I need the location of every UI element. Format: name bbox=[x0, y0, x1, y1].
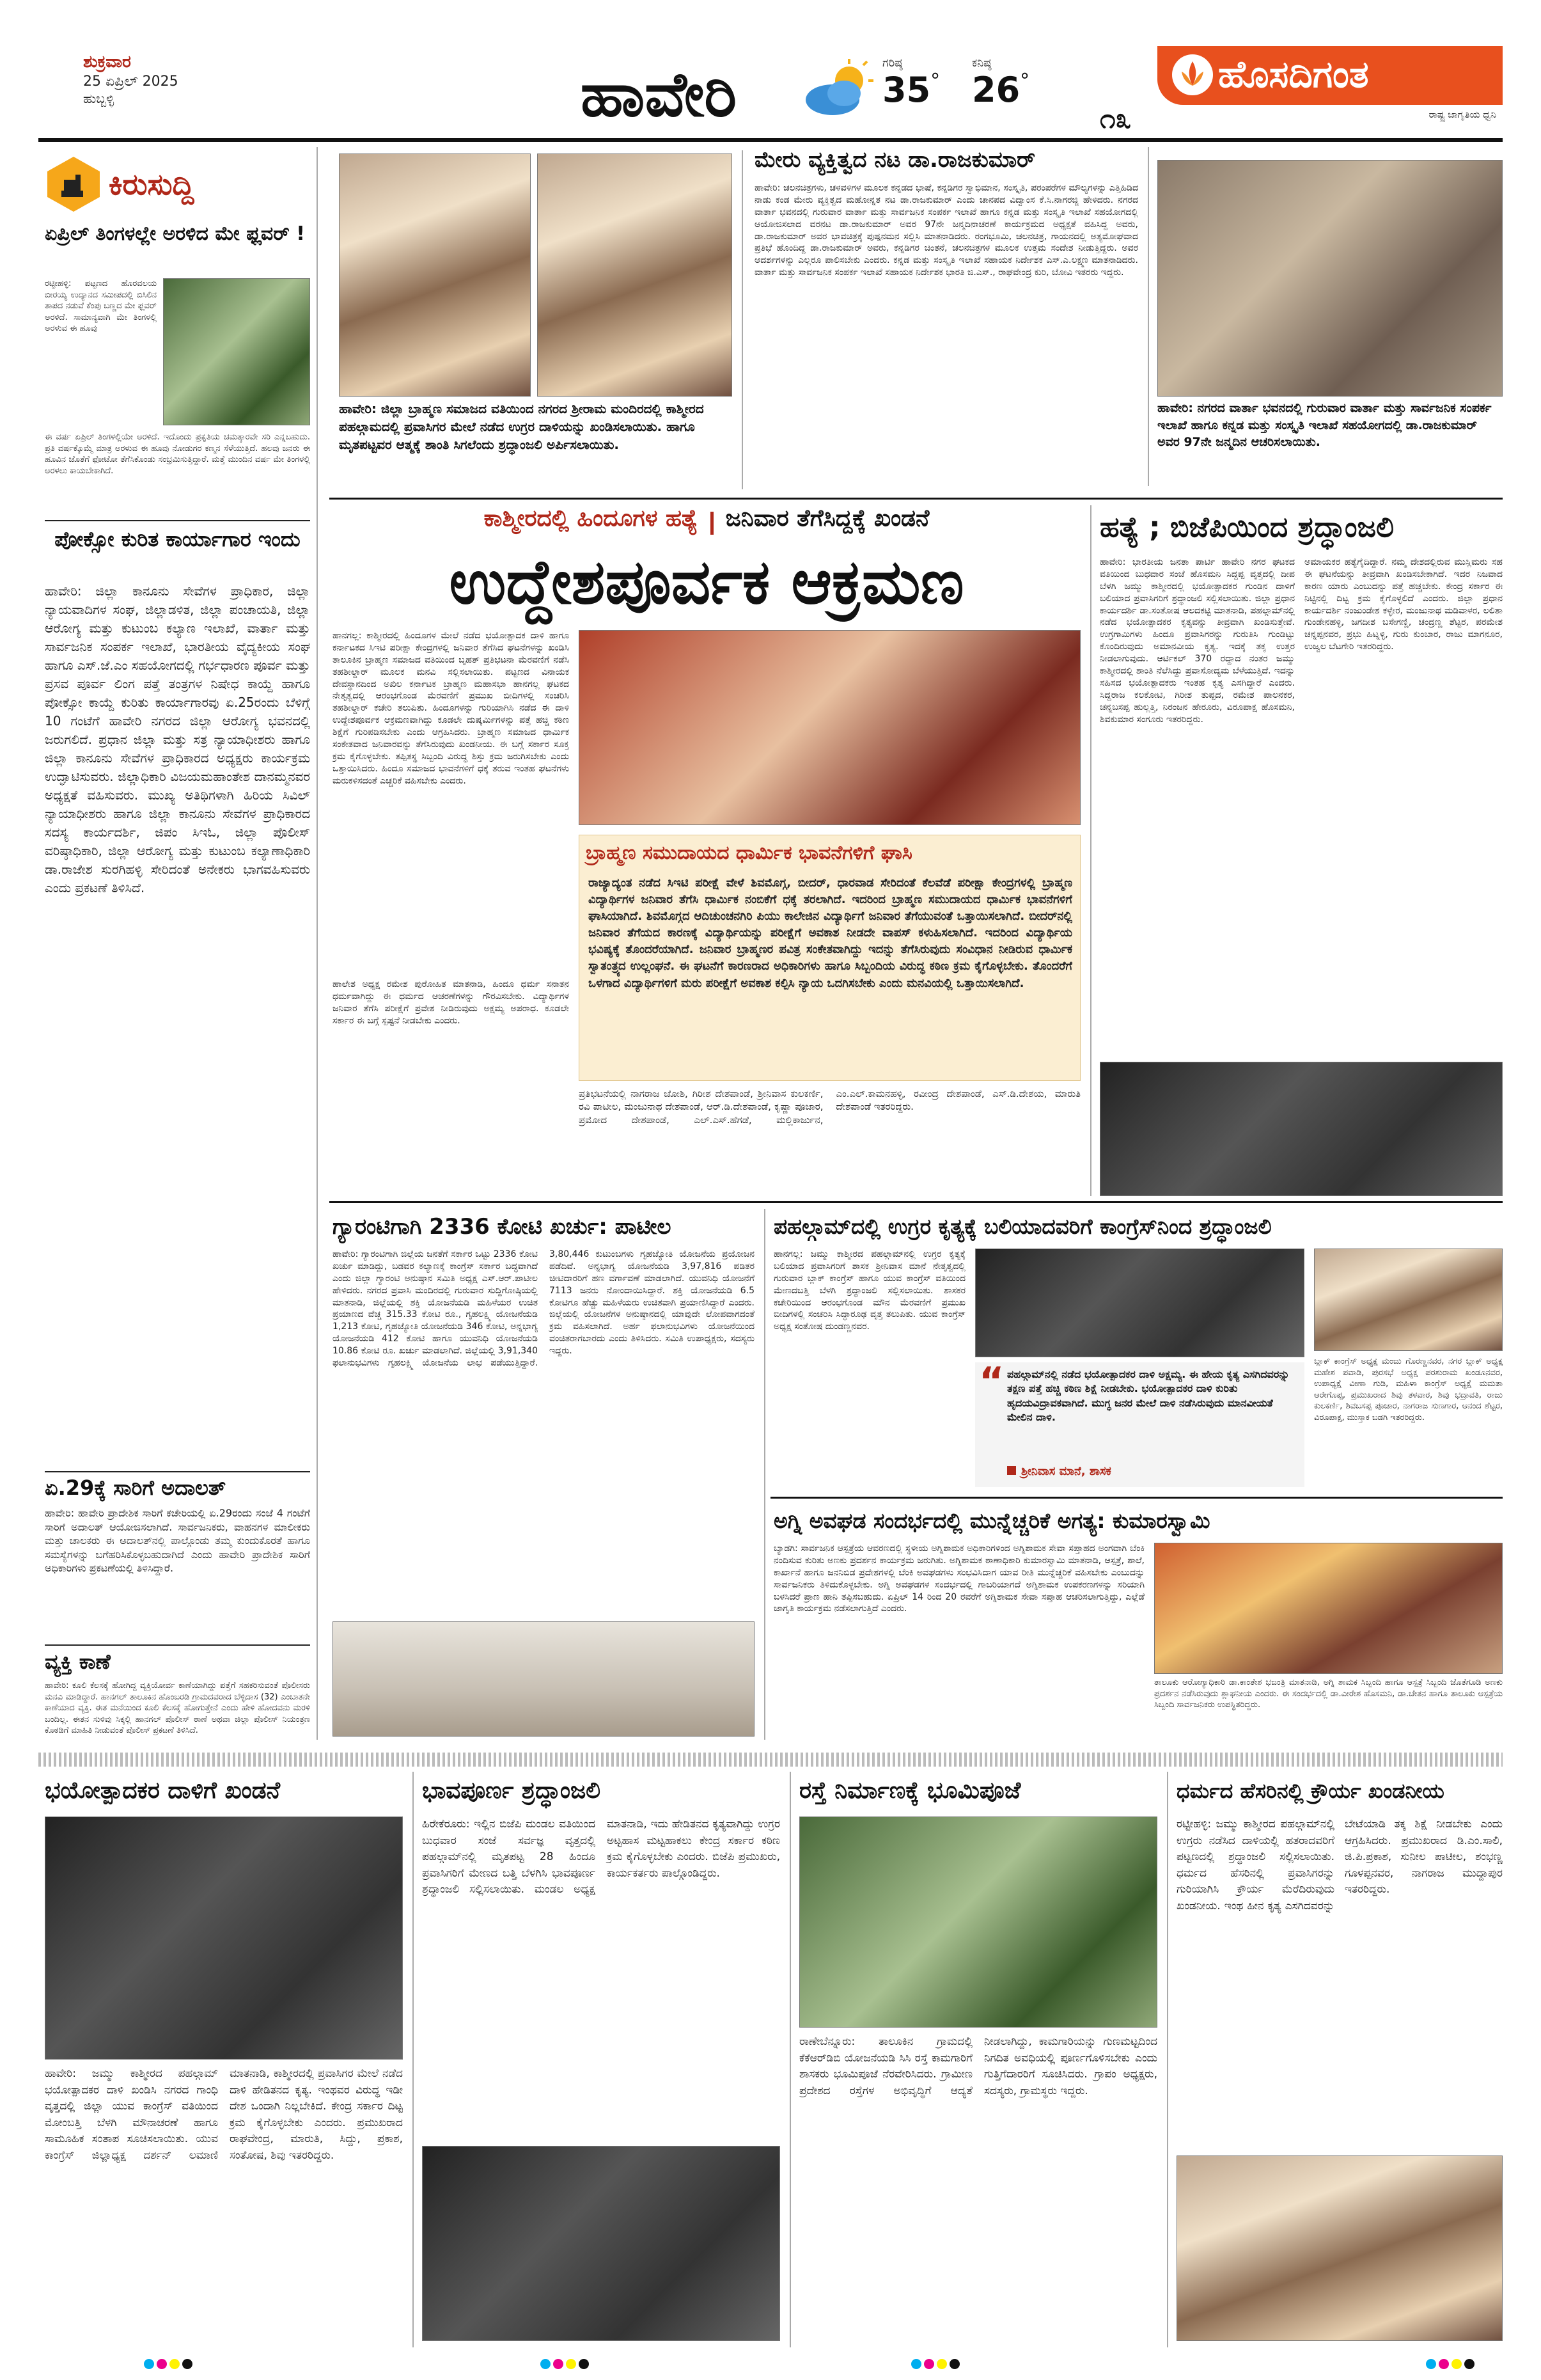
bottom-headline-1: ಭಯೋತ್ಪಾದಕರ ದಾಳಿಗೆ ಖಂಡನೆ bbox=[45, 1777, 281, 1804]
agni-body: ಬ್ಯಾಡಗಿ: ಸಾರ್ವಜನಿಕ ಆಸ್ಪತ್ರೆಯ ಆವರಣದಲ್ಲಿ ಸ್ಥಳೀಯ ಅಗ್ನಿಶಾಮಕ ಅಧಿಕಾರಿಗಳಿಂದ ಅಗ್ನಿಶಾಮಕ ಸೇವಾ ಸಪ್ತಾಹದ ಅಂಗವಾಗಿ ಬೆಂಕಿ ನಂದಿಸುವ ಕುರಿತು ಅಣಕು ಪ್ರದರ್ಶನ ಕಾರ್ಯಕ್ರಮ ಜರುಗಿತು. ಅಗ್ನಿಶಾಮಕ ಠಾಣಾಧಿಕಾರಿ ಕುಮಾರಸ್ವಾಮಿ ಮಾತನಾಡಿ, ಆಸ್ಪತ್ರೆ, ಶಾಲೆ, ಕಾರ್ಖಾನೆ ಹಾಗೂ ಜನನಿಬಿಡ ಪ್ರದೇಶಗಳಲ್ಲಿ ಬೆಂಕಿ ಅವಘಡಗಳು ಸಂಭವಿಸಿದಾಗ ಯಾವ ರೀತಿ ಮುನ್ನೆಚ್ಚರಿಕೆ ವಹಿಸಬೇಕು ಎಂಬುದನ್ನು ಸಾರ್ವಜನಿಕರು ತಿಳಿದುಕೊಳ್ಳಬೇಕು. ಅಗ್ನಿ ಅವಘಡಗಳ ಸಂದರ್ಭದಲ್ಲಿ ಗಾಬರಿಯಾಗದೆ ಅಗ್ನಿಶಾಮಕ ಉಪಕರಣಗಳನ್ನು ಸರಿಯಾಗಿ ಬಳಸಿದರೆ ಪ್ರಾಣ ಹಾನಿ ತಪ್ಪಿಸಬಹುದು. ಏಪ್ರಿಲ್ 14 ರಿಂದ 20 ರವರೆಗೆ ಅಗ್ನಿಶಾಮಕ ಸೇವಾ ಸಪ್ತಾಹ ಆಚರಿಸಲಾಗುತ್ತಿದ್ದು, ಎಲ್ಲೆಡೆ ಜಾಗೃತಿ ಕಾರ್ಯಕ್ರಮ ನಡೆಸಲಾಗುತ್ತಿದೆ ಎಂದರು. bbox=[774, 1543, 1145, 1614]
registration-marks-far-right bbox=[1426, 2359, 1483, 2373]
bottom-divider-1 bbox=[412, 1772, 414, 2347]
top-divider-1 bbox=[742, 150, 743, 489]
max-temp-value: 35 bbox=[882, 70, 931, 110]
brief-headline-3: ಏ.29ಕ್ಕೆ ಸಾರಿಗೆ ಅದಾಲತ್ bbox=[45, 1476, 226, 1500]
pahalgam-body: ಹಾನಗಲ್ಲ: ಜಮ್ಮು ಕಾಶ್ಮೀರದ ಪಹಲ್ಗಾಮ್‌ನಲ್ಲಿ ಉಗ್ರರ ಕೃತ್ಯಕ್ಕೆ ಬಲಿಯಾದ ಪ್ರವಾಸಿಗರಿಗೆ ಶಾಸಕ ಶ್ರೀನಿವಾಸ ಮಾನೆ ನೇತೃತ್ವದಲ್ಲಿ ಗುರುವಾರ ಬ್ಲಾಕ್ ಕಾಂಗ್ರೆಸ್ ಹಾಗೂ ಯುವ ಕಾಂಗ್ರೆಸ್ ವತಿಯಿಂದ ಮೇಣದಬತ್ತಿ ಬೆಳಗಿ ಶ್ರದ್ಧಾಂಜಲಿ ಸಲ್ಲಿಸಲಾಯಿತು. ಶಾಸಕರ ಕಚೇರಿಯಿಂದ ಆರಂಭಗೊಂಡ ಮೌನ ಮೆರವಣಿಗೆ ಪ್ರಮುಖ ಬೀದಿಗಳಲ್ಲಿ ಸಂಚರಿಸಿ ಸಿದ್ಧಾರೂಢ ವೃತ್ತ ತಲುಪಿತು. ಯುವ ಕಾಂಗ್ರೆಸ್ ಅಧ್ಯಕ್ಷ ಸಂತೋಷ ದುಂಡಣ್ಣನವರ. bbox=[774, 1249, 966, 1332]
left-column-divider bbox=[317, 147, 318, 1740]
pahalgam-headline: ಪಹಲ್ಗಾಮ್‌ದಲ್ಲಿ ಉಗ್ರರ ಕೃತ್ಯಕ್ಕೆ ಬಲಿಯಾದವರಿಗೆ ಕಾಂಗ್ರೆಸ್‌ನಿಂದ ಶ್ರದ್ಧಾಂಜಲಿ bbox=[774, 1214, 1272, 1239]
quote-mark-icon: “ bbox=[979, 1359, 1005, 1404]
top-photo-caption: ಹಾವೇರಿ: ಜಿಲ್ಲಾ ಬ್ರಾಹ್ಮಣ ಸಮಾಜದ ವತಿಯಿಂದ ನಗರದ ಶ್ರೀರಾಮ ಮಂದಿರದಲ್ಲಿ ಕಾಶ್ಮೀರದ ಪಹಲ್ಗಾಮದಲ್ಲಿ ಪ್ರವಾಸಿಗರ ಮೇಲೆ ನಡೆದ ಉಗ್ರರ ದಾಳಿಯನ್ನು ಖಂಡಿಸಲಾಯಿತು. ಹಾಗೂ ಮೃತಪಟ್ಟವರ ಆತ್ಮಕ್ಕೆ ಶಾಂತಿ ಸಿಗಲೆಂದು ಶ್ರದ್ಧಾಂಜಲಿ ಅರ್ಪಿಸಲಾಯಿತು. bbox=[339, 401, 704, 452]
quote-bullet-icon bbox=[1007, 1466, 1016, 1475]
hand-point-icon bbox=[45, 155, 102, 213]
min-temp-block bbox=[972, 56, 1055, 127]
rajkumar-event-photo bbox=[1157, 160, 1503, 397]
pahalgam-quote-text: ಪಹಲ್ಗಾಮ್‌ನಲ್ಲಿ ನಡೆದ ಭಯೋತ್ಪಾದಕರ ದಾಳಿ ಅಕ್ಷಮ್ಯ. ಈ ಹೇಯ ಕೃತ್ಯ ಎಸಗಿದವರನ್ನು ತಕ್ಷಣ ಪತ್ತೆ ಹಚ್ಚಿ ಕಠಿಣ ಶಿಕ್ಷೆ ನೀಡಬೇಕು. ಭಯೋತ್ಪಾದಕರ ದಾಳಿ ಕುರಿತು ಹೃದಯವಿದ್ರಾವಕವಾಗಿದೆ. ಮುಗ್ಧ ಜನರ ಮೇಲೆ ದಾಳಿ ನಡೆಸಿರುವುದು ಮಾನವೀಯತೆ ಮೇಲಿನ ದಾಳಿ. bbox=[1007, 1368, 1290, 1424]
bottom-photo-3 bbox=[799, 1817, 1157, 2028]
brief-body-4: ಹಾವೇರಿ: ಕೂಲಿ ಕೆಲಸಕ್ಕೆ ಹೋಗಿದ್ದ ವ್ಯಕ್ತಿಯೋರ್ವ ಕಾಣೆಯಾಗಿದ್ದು ಪತ್ತೆಗೆ ಸಹಕರಿಸುವಂತೆ ಪೊಲೀಸರು ಮನವಿ ಮಾಡಿದ್ದಾರೆ. ಹಾನಗಲ್ ತಾಲೂಕಿನ ಹೊಂಬರಡಿ ಗ್ರಾಮದವರಾದ ಬೆಳ್ಳಿದಾಸ (32) ಎಂಬಾತನೇ ಕಾಣೆಯಾದ ವ್ಯಕ್ತಿ. ಈತ ಮನೆಯಿಂದ ಕೂಲಿ ಕೆಲಸಕ್ಕೆ ಹೋಗುತ್ತೇನೆ ಎಂದು ಹೇಳಿ ಹೋದವನು ಮರಳಿ ಬಂದಿಲ್ಲ. ಈತನ ಸುಳಿವು ಸಿಕ್ಕಲ್ಲಿ ಹಾನಗಲ್ ಪೊಲೀಸ್ ಠಾಣೆ ಅಥವಾ ಜಿಲ್ಲಾ ಪೊಲೀಸ್ ನಿಯಂತ್ರಣ ಕೊಠಡಿಗೆ ಮಾಹಿತಿ ನೀಡುವಂತೆ ಪೊಲೀಸ್ ಪ್ರಕಟಣೆ ತಿಳಿಸಿದೆ. bbox=[45, 1681, 310, 1736]
guarantee-story bbox=[332, 1209, 755, 1740]
bottom-photo-4 bbox=[1177, 2155, 1503, 2341]
paper-logo bbox=[1100, 43, 1503, 139]
quote-author-name: ಶ್ರೀನಿವಾಸ ಮಾನೆ, ಶಾಸಕ bbox=[1021, 1465, 1111, 1478]
brief-headline-2: ಪೋಕ್ಸೋ ಕುರಿತ ಕಾರ್ಯಾಗಾರ ಇಂದು bbox=[54, 527, 301, 551]
agni-headline: ಅಗ್ನಿ ಅವಘಡ ಸಂದರ್ಭದಲ್ಲಿ ಮುನ್ನೆಚ್ಚರಿಕೆ ಅಗತ್ಯ: ಕುಮಾರಸ್ವಾಮಿ bbox=[774, 1508, 1210, 1533]
guarantee-press-photo bbox=[332, 1621, 755, 1737]
pahalgam-march-photo bbox=[975, 1249, 1304, 1357]
agni-body-2: ತಾಲೂಕು ಆರೋಗ್ಯಾಧಿಕಾರಿ ಡಾ.ಕಾಂತೇಶ ಭಜಂತ್ರಿ ಮಾತನಾಡಿ, ಅಗ್ನಿ ಶಾಮಕ ಸಿಬ್ಬಂದಿ ಹಾಗೂ ಆಸ್ಪತ್ರೆ ಸಿಬ್ಬಂದಿ ಜೊತೆಗೂಡಿ ಅಣಕು ಪ್ರದರ್ಶನ ನಡೆಸಿರುವುದು ಶ್ಲಾಘನೀಯ ಎಂದರು. ಈ ಸಂದರ್ಭದಲ್ಲಿ ಡಾ.ವೀರೇಶ ಹೊಸಮನಿ, ಡಾ.ಚೇತನ ಹಾಗೂ ತಾಲೂಕು ಆಸ್ಪತ್ರೆಯ ಸಿಬ್ಬಂದಿ ಸಾರ್ವಜನಿಕರು ಉಪಸ್ಥಿತರಿದ್ದರು. bbox=[1154, 1678, 1503, 1710]
main-box bbox=[579, 835, 1081, 1081]
main-body: ಹಾನಗಲ್ಲ: ಕಾಶ್ಮೀರದಲ್ಲಿ ಹಿಂದೂಗಳ ಮೇಲೆ ನಡೆದ ಭಯೋತ್ಪಾದಕ ದಾಳಿ ಹಾಗೂ ಕರ್ನಾಟಕದ ಸಿಇಟಿ ಪರೀಕ್ಷಾ ಕೇಂದ್ರಗಳಲ್ಲಿ ಜನಿವಾರ ತೆಗೆಸಿದ ಘಟನೆಗಳನ್ನು ಖಂಡಿಸಿ ತಾಲೂಕಿನ ಬ್ರಾಹ್ಮಣ ಸಮಾಜದ ವತಿಯಿಂದ ಬೃಹತ್ ಪ್ರತಿಭಟನಾ ಮೆರವಣಿಗೆ ನಡೆಸಿ ತಹಶೀಲ್ದಾರ್ ಮೂಲಕ ಮನವಿ ಸಲ್ಲಿಸಲಾಯಿತು. ಪಟ್ಟಣದ ವಿನಾಯಕ ದೇವಸ್ಥಾನದಿಂದ ಅಖಿಲ ಕರ್ನಾಟಕ ಬ್ರಾಹ್ಮಣ ಮಹಾಸಭಾ ಹಾನಗಲ್ಲ ಘಟಕದ ನೇತೃತ್ವದಲ್ಲಿ ಆರಂಭಗೊಂಡ ಮೆರವಣಿಗೆ ಪ್ರಮುಖ ಬೀದಿಗಳಲ್ಲಿ ಸಂಚರಿಸಿ ತಹಶೀಲ್ದಾರ್ ಕಚೇರಿ ತಲುಪಿತು. ಹಿಂದೂಗಳನ್ನು ಗುರಿಯಾಗಿಸಿ ನಡೆದ ಈ ದಾಳಿ ಉದ್ದೇಶಪೂರ್ವಕ ಆಕ್ರಮಣವಾಗಿದ್ದು ಕೂಡಲೇ ದುಷ್ಕರ್ಮಿಗಳನ್ನು ಪತ್ತೆ ಹಚ್ಚಿ ಕಠಿಣ ಶಿಕ್ಷೆಗೆ ಗುರಿಪಡಿಸಬೇಕು ಎಂದು ಆಗ್ರಹಿಸಿದರು. ಬ್ರಾಹ್ಮಣ ಸಮಾಜದ ಧಾರ್ಮಿಕ ಸಂಕೇತವಾದ ಜನಿವಾರವನ್ನು ತೆಗೆಸಿರುವುದು ಖಂಡನೀಯ. ಈ ಬಗ್ಗೆ ಸರ್ಕಾರ ಸೂಕ್ತ ಕ್ರಮ ಕೈಗೊಳ್ಳಬೇಕು. ತಪ್ಪಿತಸ್ಥ ಸಿಬ್ಬಂದಿ ವಿರುದ್ಧ ಶಿಸ್ತು ಕ್ರಮ ಜರುಗಿಸಬೇಕು ಎಂದು ಒತ್ತಾಯಿಸಿದರು. ಹಿಂದೂ ಸಮಾಜದ ಭಾವನೆಗಳಿಗೆ ಧಕ್ಕೆ ತರುವ ಇಂತಹ ಘಟನೆಗಳು ಮರುಕಳಿಸದಂತೆ ಎಚ್ಚರಿಕೆ ವಹಿಸಬೇಕು ಎಂದರು. bbox=[332, 631, 569, 786]
agni-mock-drill-photo bbox=[1154, 1543, 1503, 1674]
main-kicker bbox=[332, 505, 1081, 544]
main-box-title: ಬ್ರಾಹ್ಮಣ ಸಮುದಾಯದ ಧಾರ್ಮಿಕ ಭಾವನೆಗಳಿಗೆ ಘಾಸಿ bbox=[586, 842, 912, 864]
rajkumar-caption: ಹಾವೇರಿ: ನಗರದ ವಾರ್ತಾ ಭವನದಲ್ಲಿ ಗುರುವಾರ ವಾರ್ತಾ ಮತ್ತು ಸಾರ್ವಜನಿಕ ಸಂಪರ್ಕ ಇಲಾಖೆ ಹಾಗೂ ಕನ್ನಡ ಮತ್ತು ಸಂಸ್ಕೃತಿ ಇಲಾಖೆ ಸಹಯೋಗದಲ್ಲಿ ಡಾ.ರಾಜಕುಮಾರ್ ಅವರ 97ನೇ ಜನ್ಮದಿನ ಆಚರಿಸಲಾಯಿತು. bbox=[1157, 401, 1492, 450]
brief-body-3: ಹಾವೇರಿ: ಹಾವೇರಿ ಪ್ರಾದೇಶಿಕ ಸಾರಿಗೆ ಕಚೇರಿಯಲ್ಲಿ ಏ.29ರಂದು ಸಂಜೆ 4 ಗಂಟೆಗೆ ಸಾರಿಗೆ ಅದಾಲತ್ ಆಯೋಜಿಸಲಾಗಿದೆ. ಸಾರ್ವಜನಿಕರು, ವಾಹನಗಳ ಮಾಲೀಕರು ಮತ್ತು ಚಾಲಕರು ಈ ಅದಾಲತ್‌ನಲ್ಲಿ ಪಾಲ್ಗೊಂಡು ತಮ್ಮ ಕುಂದುಕೊರತೆ ಹಾಗೂ ಸಮಸ್ಯೆಗಳನ್ನು ಬಗೆಹರಿಸಿಕೊಳ್ಳಬಹುದಾಗಿದೆ ಎಂದು ಹಾವೇರಿ ಪ್ರಾದೇಶಿಕ ಸಾರಿಗೆ ಅಧಿಕಾರಿಗಳು ಪ್ರಕಟಣೆಯಲ್ಲಿ ತಿಳಿಸಿದ್ದಾರೆ. bbox=[45, 1507, 310, 1575]
max-temp-degree: ° bbox=[930, 70, 941, 92]
bottom-photo-2 bbox=[422, 2146, 780, 2341]
kicker-divider bbox=[710, 512, 714, 535]
masthead-date-block bbox=[83, 52, 313, 123]
lotus-logo-icon bbox=[1170, 52, 1215, 97]
section-rule-1 bbox=[329, 498, 1503, 500]
bottom-headline-2: ಭಾವಪೂರ್ಣ ಶ್ರದ್ಧಾಂಜಲಿ bbox=[422, 1777, 601, 1804]
paper-name: ಹೊಸದಿಗಂತ bbox=[1218, 52, 1369, 96]
rajkumar-story bbox=[755, 147, 1503, 493]
brief-divider-1 bbox=[45, 520, 310, 521]
masthead-city: ಹುಬ್ಬಳ್ಳಿ bbox=[83, 91, 114, 106]
masthead-day: ಶುಕ್ರವಾರ bbox=[83, 52, 131, 72]
weather-cloud-icon bbox=[799, 56, 876, 127]
hatye-story bbox=[1100, 505, 1503, 1196]
pahalgam-quote-author bbox=[1007, 1465, 1301, 1484]
hatye-candle-photo bbox=[1100, 1062, 1503, 1196]
bottom-divider-3 bbox=[1167, 1772, 1168, 2347]
bottom-divider-2 bbox=[790, 1772, 791, 2347]
pahalgam-gathering-photo bbox=[1314, 1249, 1503, 1351]
masthead-rule bbox=[38, 138, 1503, 142]
brief-photo-1 bbox=[163, 278, 310, 425]
section-rule-2 bbox=[329, 1201, 1503, 1203]
main-names: ಪ್ರತಿಭಟನೆಯಲ್ಲಿ ನಾಗರಾಜ ಜೋಶಿ, ಗಿರೀಶ ದೇಶಪಾಂಡೆ, ಶ್ರೀನಿವಾಸ ಕುಲಕರ್ಣಿ, ರವಿ ಪಾಟೀಲ, ಮಂಜುನಾಥ ದೇಶಪಾಂಡೆ, ಆರ್.ಡಿ.ದೇಶಪಾಂಡೆ, ಕೃಷ್ಣಾ ಪೂಜಾರ, ಪ್ರಮೋದ ದೇಶಪಾಂಡೆ, ಎಲ್.ಎಸ್.ಹೆಗಡೆ, ಮಲ್ಲಿಕಾರ್ಜುನ, ಎಂ.ಎಲ್.ಕಾಮನಹಳ್ಳಿ, ರವೀಂದ್ರ ದೇಶಪಾಂಡೆ, ಎಸ್.ಡಿ.ದೇಶಯ, ಮಾರುತಿ ದೇಶಪಾಂಡೆ ಇತರರಿದ್ದರು. bbox=[579, 1088, 1081, 1126]
masthead bbox=[38, 43, 1503, 139]
bottom-photo-1 bbox=[45, 1817, 403, 2060]
brief-body-1b: ಈ ವರ್ಷ ಏಪ್ರಿಲ್ ತಿಂಗಳಲ್ಲಿಯೇ ಅರಳಿದೆ. ಇದೊಂದು ಪ್ರಕೃತಿಯ ಚಮತ್ಕಾರವೇ ಸರಿ ಎನ್ನಬಹುದು. ಪ್ರತಿ ವರ್ಷಕ್ಕೊಮ್ಮೆ ಮಾತ್ರ ಅರಳುವ ಈ ಹೂವು ನೋಡುಗರ ಕಣ್ಮನ ಸೆಳೆಯುತ್ತಿದೆ. ಹಲವು ಜನರು ಈ ಹೂವಿನ ಜೊತೆಗೆ ಫೋಟೋ ತೆಗೆಸಿಕೊಂಡು ಸಂಭ್ರಮಿಸುತ್ತಿದ್ದಾರೆ. ಮತ್ತೆ ಮುಂದಿನ ವರ್ಷ ಮೇ ತಿಂಗಳಲ್ಲಿ ಅರಳಲು ಕಾಯಬೇಕಾಗಿದೆ. bbox=[45, 432, 310, 476]
bottom-story-3 bbox=[799, 1772, 1157, 2347]
brief-body-1a: ರಟ್ಟೀಹಳ್ಳಿ: ಪಟ್ಟಣದ ಹೊರವಲಯ ಬೀರಯ್ಯ ಉದ್ಯಾನದ ಸಮೀಪದಲ್ಲಿ ಬಿಸಿಲಿನ ತಾಪದ ನಡುವೆ ಕೆಂಪು ಬಣ್ಣದ ಮೇ ಫ್ಲವರ್ ಅರಳಿದೆ. ಸಾಮಾನ್ಯವಾಗಿ ಮೇ ತಿಂಗಳಲ್ಲಿ ಅರಳುವ ಈ ಹೂವು bbox=[45, 279, 157, 334]
brahmin-samaj-photo-1 bbox=[339, 154, 531, 397]
main-box-body: ರಾಜ್ಯಾದ್ಯಂತ ನಡೆದ ಸಿಇಟಿ ಪರೀಕ್ಷೆ ವೇಳೆ ಶಿವಮೊಗ್ಗ, ಬೀದರ್, ಧಾರವಾಡ ಸೇರಿದಂತೆ ಕೆಲವೆಡೆ ಪರೀಕ್ಷಾ ಕೇಂದ್ರಗಳಲ್ಲಿ ಬ್ರಾಹ್ಮಣ ವಿದ್ಯಾರ್ಥಿಗಳ ಜನಿವಾರ ತೆಗೆಸಿ ಧಾರ್ಮಿಕ ನಂಬಿಕೆಗೆ ಧಕ್ಕೆ ತರಲಾಗಿದೆ. ಇದರಿಂದ ಬ್ರಾಹ್ಮಣ ಸಮುದಾಯದ ಧಾರ್ಮಿಕ ಭಾವನೆಗಳಿಗೆ ಘಾಸಿಯಾಗಿದೆ. ಶಿವಮೊಗ್ಗದ ಆದಿಚುಂಚನಗಿರಿ ಪಿಯು ಕಾಲೇಜಿನ ವಿದ್ಯಾರ್ಥಿಗೆ ಜನಿವಾರ ತೆಗೆಯುವಂತೆ ಒತ್ತಾಯಿಸಲಾಗಿದೆ. ಬೀದರ್‌ನಲ್ಲಿ ಜನಿವಾರ ತೆಗೆಯದ ಕಾರಣಕ್ಕೆ ವಿದ್ಯಾರ್ಥಿಯನ್ನು ಪರೀಕ್ಷೆಗೆ ಅವಕಾಶ ನೀಡದೇ ವಾಪಸ್ ಕಳುಹಿಸಲಾಗಿದೆ. ಇದರಿಂದ ವಿದ್ಯಾರ್ಥಿಯ ಭವಿಷ್ಯಕ್ಕೆ ತೊಂದರೆಯಾಗಿದೆ. ಜನಿವಾರ ಬ್ರಾಹ್ಮಣರ ಪವಿತ್ರ ಸಂಕೇತವಾಗಿದ್ದು ಇದನ್ನು ತೆಗೆಸಿರುವುದು ಸಂವಿಧಾನ ನೀಡಿರುವ ಧಾರ್ಮಿಕ ಸ್ವಾತಂತ್ರ್ಯದ ಉಲ್ಲಂಘನೆ. ಈ ಘಟನೆಗೆ ಕಾರಣರಾದ ಅಧಿಕಾರಿಗಳು ಹಾಗೂ ಸಿಬ್ಬಂದಿಯ ವಿರುದ್ಧ ಕಠಿಣ ಕ್ರಮ ಕೈಗೊಳ್ಳಬೇಕು. ತೊಂದರೆಗೆ ಒಳಗಾದ ವಿದ್ಯಾರ್ಥಿಗಳಿಗೆ ಮರು ಪರೀಕ್ಷೆಗೆ ಅವಕಾಶ ಕಲ್ಪಿಸಿ ನ್ಯಾಯ ಒದಗಿಸಬೇಕು ಎಂದು ಮನವಿಯಲ್ಲಿ ಒತ್ತಾಯಿಸಲಾಗಿದೆ. bbox=[588, 876, 1072, 990]
brahmin-samaj-photo-2 bbox=[537, 154, 732, 397]
rajkumar-body: ಹಾವೇರಿ: ಚಲನಚಿತ್ರಗಳು, ಚಳವಳಿಗಳ ಮೂಲಕ ಕನ್ನಡದ ಭಾಷೆ, ಕನ್ನಡಿಗರ ಸ್ವಾಭಿಮಾನ, ಸಂಸ್ಕೃತಿ, ಪರಂಪರೆಗಳ ಮೌಲ್ಯಗಳನ್ನು ಎತ್ತಿಹಿಡಿದ ನಾಡು ಕಂಡ ಮೇರು ವ್ಯಕ್ತಿತ್ವದ ಮಹೋನ್ನತ ನಟ ಡಾ.ರಾಜಕುಮಾರ್ ಎಂದು ಚಾನಪದ ವಿದ್ವಾಂಸ ಕೆ.ಸಿ.ನಾಗರಜ್ಜಿ ಹೇಳಿದರು. ನಗರದ ವಾರ್ತಾ ಭವನದಲ್ಲಿ ಗುರುವಾರ ವಾರ್ತಾ ಮತ್ತು ಸಾರ್ವಜನಿಕ ಸಂಪರ್ಕ ಇಲಾಖೆ ಹಾಗೂ ಕನ್ನಡ ಮತ್ತು ಸಂಸ್ಕೃತಿ ಇಲಾಖೆ ಸಹಯೋಗದಲ್ಲಿ ಆಯೋಜಿಸಲಾದ ವರನಟ ಡಾ.ರಾಜಕುಮಾರ್ ಅವರ 97ನೇ ಜನ್ಮದಿನಾಚರಣೆ ಕಾರ್ಯಕ್ರಮದ ಅಧ್ಯಕ್ಷತೆ ವಹಿಸಿದ್ದ ಅವರು, ಡಾ.ರಾಜಕುಮಾರ್ ಅವರ ಭಾವಚಿತ್ರಕ್ಕೆ ಪುಷ್ಪನಮನ ಸಲ್ಲಿಸಿ ಮಾತನಾಡಿದರು. ರಂಗಭೂಮಿ, ಚಲನಚಿತ್ರ, ಗಾಯನದಲ್ಲಿ ಅತ್ಯಮೋಘವಾದ ಪ್ರತಿಭೆ ಹೊಂದಿದ್ದ ಡಾ.ರಾಜಕುಮಾರ್ ಅವರು, ಕನ್ನಡಿಗರ ಚಿಂತನೆ, ಚಲನಚಿತ್ರಗಳ ಮೂಲಕ ಉತ್ತಮ ಸಂದೇಶ ನೀಡುತ್ತಿದ್ದರು. ಅವರ ಆದರ್ಶಗಳನ್ನು ಎಲ್ಲರೂ ಪಾಲಿಸಬೇಕು ಎಂದರು. ಕನ್ನಡ ಮತ್ತು ಸಂಸ್ಕೃತಿ ಇಲಾಖೆ ಸಹಾಯಕ ನಿರ್ದೇಶಕ ಎಸ್.ಎ.ಲಕ್ಷ್ಮಣ ಮಾತನಾಡಿದರು. ವಾರ್ತಾ ಮತ್ತು ಸಾರ್ವಜನಿಕ ಸಂಪರ್ಕ ಇಲಾಖೆ ಸಹಾಯಕ ನಿರ್ದೇಶಕ ಭಾರತಿ ಜಿ.ಎಸ್., ರಾಘವೇಂದ್ರ ಕುರಿ, ಬೋವಿ ಇತರರು ಇದ್ದರು. bbox=[755, 183, 1138, 278]
min-temp-degree: ° bbox=[1020, 70, 1030, 92]
main-headline: ಉದ್ದೇಶಪೂರ್ವಕ ಆಕ್ರಮಣ bbox=[449, 546, 964, 618]
guarantee-divider bbox=[764, 1209, 765, 1740]
brief-headline-1: ಏಪ್ರಿಲ್ ತಿಂಗಳಲ್ಲೇ ಅರಳಿದ ಮೇ ಫ್ಲವರ್ ! bbox=[45, 223, 305, 245]
agni-story bbox=[774, 1503, 1503, 1740]
masthead-date: 25 ಏಪ್ರಿಲ್ 2025 bbox=[83, 74, 178, 90]
main-divider bbox=[1090, 505, 1091, 1196]
brief-body-2: ಹಾವೇರಿ: ಜಿಲ್ಲಾ ಕಾನೂನು ಸೇವೆಗಳ ಪ್ರಾಧಿಕಾರ, ಜಿಲ್ಲಾ ನ್ಯಾಯವಾದಿಗಳ ಸಂಘ, ಜಿಲ್ಲಾಡಳಿತ, ಜಿಲ್ಲಾ ಪಂಚಾಯತಿ, ಜಿಲ್ಲಾ ಆರೋಗ್ಯ ಮತ್ತು ಕುಟುಂಬ ಕಲ್ಯಾಣ ಇಲಾಖೆ, ವಾರ್ತಾ ಮತ್ತು ಸಾರ್ವಜನಿಕ ಸಂಪರ್ಕ ಇಲಾಖೆ, ಭಾರತೀಯ ವೈದ್ಯಕೀಯ ಸಂಘ ಹಾಗೂ ಎಸ್.ಜೆ.ಎಂ ಸಹಯೋಗದಲ್ಲಿ ಗರ್ಭಧಾರಣ ಪೂರ್ವ ಮತ್ತು ಪ್ರಸವ ಪೂರ್ವ ಲಿಂಗ ಪತ್ತೆ ತಂತ್ರಗಳ ನಿಷೇಧ ಕಾಯ್ದೆ ಹಾಗೂ ಪೋಕ್ಸೋ ಕಾಯ್ದೆ ಕುರಿತು ಕಾರ್ಯಾಗಾರವು ಏ.25ರಂದು ಬೆಳಿಗ್ಗೆ 10 ಗಂಟೆಗೆ ಹಾವೇರಿ ನಗರದ ಜಿಲ್ಲಾ ಆರೋಗ್ಯ ಭವನದಲ್ಲಿ ಜರುಗಲಿದೆ. ಪ್ರಧಾನ ಜಿಲ್ಲಾ ಮತ್ತು ಸತ್ರ ನ್ಯಾಯಾಧೀಶರು ಹಾಗೂ ಜಿಲ್ಲಾ ಕಾನೂನು ಸೇವೆಗಳ ಪ್ರಾಧಿಕಾರದ ಅಧ್ಯಕ್ಷರು ಕಾರ್ಯಕ್ರಮ ಉದ್ಘಾಟಿಸುವರು. ಜಿಲ್ಲಾಧಿಕಾರಿ ವಿಜಯಮಹಾಂತೇಶ ದಾನಮ್ಮನವರ ಅಧ್ಯಕ್ಷತೆ ವಹಿಸುವರು. ಮುಖ್ಯ ಅತಿಥಿಗಳಾಗಿ ಹಿರಿಯ ಸಿವಿಲ್ ನ್ಯಾಯಾಧೀಶರು ಹಾಗೂ ಜಿಲ್ಲಾ ಕಾನೂನು ಸೇವೆಗಳ ಪ್ರಾಧಿಕಾರದ ಸದಸ್ಯ ಕಾರ್ಯದರ್ಶಿ, ಜಿಪಂ ಸಿಇಓ, ಜಿಲ್ಲಾ ಪೊಲೀಸ್ ವರಿಷ್ಠಾಧಿಕಾರಿ, ಜಿಲ್ಲಾ ಆರೋಗ್ಯ ಮತ್ತು ಕುಟುಂಬ ಕಲ್ಯಾಣಾಧಿಕಾರಿ ಡಾ.ರಾಜೇಶ ಸುರಗಿಹಳ್ಳಿ ಸೇರಿದಂತೆ ಅನೇಕರು ಭಾಗವಹಿಸುವರು ಎಂದು ಪ್ರಕಟಣೆ ತಿಳಿಸಿದೆ. bbox=[45, 583, 310, 895]
rajkumar-divider bbox=[1148, 147, 1149, 486]
kirusuddi-label-block bbox=[45, 155, 310, 213]
brief-divider-3 bbox=[45, 1644, 310, 1646]
guarantee-body: ಹಾವೇರಿ: ಗ್ಯಾರಂಟಿಗಾಗಿ ಜಿಲ್ಲೆಯ ಜನತೆಗೆ ಸರ್ಕಾರ ಒಟ್ಟು 2336 ಕೋಟಿ ಖರ್ಚು ಮಾಡಿದ್ದು, ಬಡವರ ಕಲ್ಯಾಣಕ್ಕೆ ಕಾಂಗ್ರೆಸ್ ಸರ್ಕಾರ ಬದ್ಧವಾಗಿದೆ ಎಂದು ಜಿಲ್ಲಾ ಗ್ಯಾರಂಟಿ ಅನುಷ್ಠಾನ ಸಮಿತಿ ಅಧ್ಯಕ್ಷ ಎಸ್.ಆರ್.ಪಾಟೀಲ ಹೇಳಿದರು. ನಗರದ ಪ್ರವಾಸಿ ಮಂದಿರದಲ್ಲಿ ಗುರುವಾರ ಸುದ್ದಿಗೋಷ್ಠಿಯಲ್ಲಿ ಮಾತನಾಡಿ, ಜಿಲ್ಲೆಯಲ್ಲಿ ಶಕ್ತಿ ಯೋಜನೆಯಡಿ ಮಹಿಳೆಯರ ಉಚಿತ ಪ್ರಯಾಣದ ವೆಚ್ಚ 315.33 ಕೋಟಿ ರೂ., ಗೃಹಲಕ್ಷ್ಮಿ ಯೋಜನೆಯಡಿ 1,213 ಕೋಟಿ, ಗೃಹಜ್ಯೋತಿ ಯೋಜನೆಯಡಿ 346 ಕೋಟಿ, ಅನ್ನಭಾಗ್ಯ ಯೋಜನೆಯಡಿ 412 ಕೋಟಿ ಹಾಗೂ ಯುವನಿಧಿ ಯೋಜನೆಯಡಿ 10.86 ಕೋಟಿ ರೂ. ಖರ್ಚು ಮಾಡಲಾಗಿದೆ. ಜಿಲ್ಲೆಯಲ್ಲಿ 3,91,340 ಫಲಾನುಭವಿಗಳು ಗೃಹಲಕ್ಷ್ಮಿ ಯೋಜನೆಯ ಲಾಭ ಪಡೆಯುತ್ತಿದ್ದಾರೆ. 3,80,446 ಕುಟುಂಬಗಳು ಗೃಹಜ್ಯೋತಿ ಯೋಜನೆಯ ಪ್ರಯೋಜನ ಪಡೆದಿವೆ. ಅನ್ನಭಾಗ್ಯ ಯೋಜನೆಯಡಿ 3,97,816 ಪಡಿತರ ಚೀಟಿದಾರರಿಗೆ ಹಣ ವರ್ಗಾವಣೆ ಮಾಡಲಾಗಿದೆ. ಯುವನಿಧಿ ಯೋಜನೆಗೆ 7113 ಜನರು ನೋಂದಾಯಿಸಿದ್ದಾರೆ. ಶಕ್ತಿ ಯೋಜನೆಯಡಿ 6.5 ಕೋಟಿಗೂ ಹೆಚ್ಚು ಮಹಿಳೆಯರು ಉಚಿತವಾಗಿ ಪ್ರಯಾಣಿಸಿದ್ದಾರೆ ಎಂದರು. ಜಿಲ್ಲೆಯಲ್ಲಿ ಯೋಜನೆಗಳ ಅನುಷ್ಠಾನದಲ್ಲಿ ಯಾವುದೇ ಲೋಪವಾಗದಂತೆ ಕ್ರಮ ವಹಿಸಲಾಗಿದೆ. ಅರ್ಹ ಫಲಾನುಭವಿಗಳು ಯೋಜನೆಯಿಂದ ವಂಚಿತರಾಗಬಾರದು ಎಂದು ತಿಳಿಸಿದರು. ಸಮಿತಿ ಉಪಾಧ್ಯಕ್ಷರು, ಸದಸ್ಯರು ಇದ್ದರು. bbox=[332, 1249, 755, 1369]
bottom-headline-4: ಧರ್ಮದ ಹೆಸರಿನಲ್ಲಿ ಕ್ರೌರ್ಯ ಖಂಡನೀಯ bbox=[1177, 1779, 1444, 1803]
min-temp-value: 26 bbox=[972, 70, 1021, 110]
bottom-headline-3: ರಸ್ತೆ ನಿರ್ಮಾಣಕ್ಕೆ ಭೂಮಿಪೂಜೆ bbox=[799, 1777, 1021, 1804]
kirusuddi-label: ಕಿರುಸುದ್ದಿ bbox=[109, 167, 194, 201]
top-photo-story bbox=[339, 154, 732, 486]
main-kicker-1: ಕಾಶ್ಮೀರದಲ್ಲಿ ಹಿಂದೂಗಳ ಹತ್ಯೆ bbox=[483, 505, 698, 532]
max-temp-block bbox=[882, 56, 966, 127]
section-rule-3 bbox=[770, 1497, 1503, 1499]
bottom-band-stripe bbox=[38, 1753, 1503, 1767]
guarantee-headline: ಗ್ಯಾರಂಟಿಗಾಗಿ 2336 ಕೋಟಿ ಖರ್ಚು: ಪಾಟೀಲ bbox=[332, 1214, 671, 1240]
brief-divider-2 bbox=[45, 1471, 310, 1472]
bottom-body-3: ರಾಣೇಬೆನ್ನೂರು: ತಾಲೂಕಿನ ಗ್ರಾಮದಲ್ಲಿ ಕೆಕೆಆರ್‌ಡಿಬಿ ಯೋಜನೆಯಡಿ ಸಿಸಿ ರಸ್ತೆ ಕಾಮಗಾರಿಗೆ ಶಾಸಕರು ಭೂಮಿಪೂಜೆ ನೆರವೇರಿಸಿದರು. ಗ್ರಾಮೀಣ ಪ್ರದೇಶದ ರಸ್ತೆಗಳ ಅಭಿವೃದ್ಧಿಗೆ ಆದ್ಯತೆ ನೀಡಲಾಗಿದ್ದು, ಕಾಮಗಾರಿಯನ್ನು ಗುಣಮಟ್ಟದಿಂದ ನಿಗದಿತ ಅವಧಿಯಲ್ಲಿ ಪೂರ್ಣಗೊಳಿಸಬೇಕು ಎಂದು ಗುತ್ತಿಗೆದಾರರಿಗೆ ಸೂಚಿಸಿದರು. ಗ್ರಾಪಂ ಅಧ್ಯಕ್ಷರು, ಸದಸ್ಯರು, ಗ್ರಾಮಸ್ಥರು ಇದ್ದರು. bbox=[799, 2035, 1157, 2097]
bottom-story-4 bbox=[1177, 1772, 1503, 2347]
min-temp-label: ಕನಿಷ್ಠ bbox=[972, 56, 992, 70]
page-number: ೧೩ bbox=[1100, 102, 1132, 135]
bottom-body-4: ರಟ್ಟೀಹಳ್ಳಿ: ಜಮ್ಮು ಕಾಶ್ಮೀರದ ಪಹಲ್ಗಾಮ್‌ನಲ್ಲಿ ಉಗ್ರರು ನಡೆಸಿದ ದಾಳಿಯಲ್ಲಿ ಹತರಾದವರಿಗೆ ಪಟ್ಟಣದಲ್ಲಿ ಶ್ರದ್ಧಾಂಜಲಿ ಸಲ್ಲಿಸಲಾಯಿತು. ಧರ್ಮದ ಹೆಸರಿನಲ್ಲಿ ಪ್ರವಾಸಿಗರನ್ನು ಗುರಿಯಾಗಿಸಿ ಕ್ರೌರ್ಯ ಮೆರೆದಿರುವುದು ಖಂಡನೀಯ. ಇಂಥ ಹೀನ ಕೃತ್ಯ ಎಸಗಿದವರನ್ನು ಬೇಟೆಯಾಡಿ ತಕ್ಕ ಶಿಕ್ಷೆ ನೀಡಬೇಕು ಎಂದು ಆಗ್ರಹಿಸಿದರು. ಪ್ರಮುಖರಾದ ಡಿ.ಎಂ.ಸಾಲಿ, ಜಿ.ಪಿ.ಪ್ರಕಾಶ, ಸುನೀಲ ಪಾಟೀಲ, ಶಂಭಣ್ಣ ಗೂಳಪ್ಪನವರ, ನಾಗರಾಜ ಮುದ್ದಾಪುರ ಇತರರಿದ್ದರು. bbox=[1177, 1818, 1503, 1912]
bottom-body-2: ಹಿರೇಕೆರೂರು: ಇಲ್ಲಿನ ಬಿಜೆಪಿ ಮಂಡಲ ವತಿಯಿಂದ ಬುಧವಾರ ಸಂಜೆ ಸರ್ವಜ್ಞ ವೃತ್ತದಲ್ಲಿ ಪಹಲ್ಗಾಮ್‌ನಲ್ಲಿ ಮೃತಪಟ್ಟ 28 ಹಿಂದೂ ಪ್ರವಾಸಿಗರಿಗೆ ಮೇಣದ ಬತ್ತಿ ಬೆಳಗಿಸಿ ಭಾವಪೂರ್ಣ ಶ್ರದ್ಧಾಂಜಲಿ ಸಲ್ಲಿಸಲಾಯಿತು. ಮಂಡಲ ಅಧ್ಯಕ್ಷ ಮಾತನಾಡಿ, ಇದು ಹೇಡಿತನದ ಕೃತ್ಯವಾಗಿದ್ದು ಉಗ್ರರ ಅಟ್ಟಹಾಸ ಮಟ್ಟಹಾಕಲು ಕೇಂದ್ರ ಸರ್ಕಾರ ಕಠಿಣ ಕ್ರಮ ಕೈಗೊಳ್ಳಬೇಕು ಎಂದರು. ಬಿಜೆಪಿ ಪ್ರಮುಖರು, ಕಾರ್ಯಕರ್ತರು ಪಾಲ್ಗೊಂಡಿದ್ದರು. bbox=[422, 1818, 780, 1896]
main-protest-photo bbox=[579, 630, 1081, 825]
kirusuddi-column bbox=[45, 150, 310, 1737]
bottom-body-1: ಹಾವೇರಿ: ಜಮ್ಮು ಕಾಶ್ಮೀರದ ಪಹಲ್ಗಾಮ್ ಭಯೋತ್ಪಾದಕರ ದಾಳಿ ಖಂಡಿಸಿ ನಗರದ ಗಾಂಧಿ ವೃತ್ತದಲ್ಲಿ ಜಿಲ್ಲಾ ಯುವ ಕಾಂಗ್ರೆಸ್ ವತಿಯಿಂದ ಮೋಂಬತ್ತಿ ಬೆಳಗಿ ಮೌನಾಚರಣೆ ಹಾಗೂ ಸಾಮೂಹಿಕ ಸಂತಾಪ ಸೂಚಿಸಲಾಯಿತು. ಯುವ ಕಾಂಗ್ರೆಸ್ ಜಿಲ್ಲಾಧ್ಯಕ್ಷ ದರ್ಶನ್ ಲಮಾಣಿ ಮಾತನಾಡಿ, ಕಾಶ್ಮೀರದಲ್ಲಿ ಪ್ರವಾಸಿಗರ ಮೇಲೆ ನಡೆದ ದಾಳಿ ಹೇಡಿತನದ ಕೃತ್ಯ. ಇಂಥವರ ವಿರುದ್ಧ ಇಡೀ ದೇಶ ಒಂದಾಗಿ ನಿಲ್ಲಬೇಕಿದೆ. ಕೇಂದ್ರ ಸರ್ಕಾರ ದಿಟ್ಟ ಕ್ರಮ ಕೈಗೊಳ್ಳಬೇಕು ಎಂದರು. ಪ್ರಮುಖರಾದ ರಾಘವೇಂದ್ರ, ಮಾರುತಿ, ಸಿದ್ದು, ಪ್ರಕಾಶ, ಸಂತೋಷ, ಶಿವು ಇತರರಿದ್ದರು. bbox=[45, 2067, 403, 2162]
bottom-story-1 bbox=[45, 1772, 403, 2347]
masthead-section-title: ಹಾವೇರಿ bbox=[580, 59, 737, 130]
pahalgam-body-2: ಬ್ಲಾಕ್ ಕಾಂಗ್ರೆಸ್ ಅಧ್ಯಕ್ಷ ಮಂಜು ಗೊರಣ್ಣನವರ, ನಗರ ಬ್ಲಾಕ್ ಅಧ್ಯಕ್ಷ ಮಹೇಶ ಪವಾಡಿ, ಪುರಸಭೆ ಅಧ್ಯಕ್ಷ ಪರಶುರಾಮ ಖಂಡೂನವರ, ಉಪಾಧ್ಯಕ್ಷೆ ವೀಣಾ ಗುಡಿ, ಮಹಿಳಾ ಕಾಂಗ್ರೆಸ್ ಅಧ್ಯಕ್ಷೆ ಮಮತಾ ಆರೇಗೊಪ್ಪ, ಪ್ರಮುಖರಾದ ಶಿವು ತಳವಾರ, ಶಿವು ಭದ್ರಾವತಿ, ರಾಜು ಕುಲಕರ್ಣಿ, ಶಿವಬಸಪ್ಪ ಪೂಜಾರ, ನಾಗರಾಜ ಸುಣಗಾರ, ಆನಂದ ಶೆಟ್ಟರ, ವಿರೂಪಾಕ್ಷ, ಮುಸ್ತಾಕ ಬಡಗಿ ಇತರರಿದ್ದರು. bbox=[1314, 1357, 1503, 1422]
hatye-body: ಹಾವೇರಿ: ಭಾರತೀಯ ಜನತಾ ಪಾರ್ಟಿ ಹಾವೇರಿ ನಗರ ಘಟಕದ ವತಿಯಿಂದ ಬುಧವಾರ ಸಂಜೆ ಹೊಸಮನಿ ಸಿದ್ದಪ್ಪ ವೃತ್ತದಲ್ಲಿ ದೀಪ ಬೆಳಗಿ ಜಮ್ಮು ಕಾಶ್ಮೀರದಲ್ಲಿ ಭಯೋತ್ಪಾದಕರ ಗುಂಡಿನ ದಾಳಿಗೆ ಬಲಿಯಾದ ಪ್ರವಾಸಿಗರಿಗೆ ಶ್ರದ್ಧಾಂಜಲಿ ಸಲ್ಲಿಸಲಾಯಿತು. ಜಿಲ್ಲಾ ಪ್ರಧಾನ ಕಾರ್ಯದರ್ಶಿ ಡಾ.ಸಂತೋಷ ಆಲದಕಟ್ಟಿ ಮಾತನಾಡಿ, ಪಹಲ್ಗಾಮ್‌ನಲ್ಲಿ ನಡೆದ ಭಯೋತ್ಪಾದಕರ ಕೃತ್ಯವನ್ನು ತೀವ್ರವಾಗಿ ಖಂಡಿಸುತ್ತೇವೆ. ಉಗ್ರಗಾಮಿಗಳು ಹಿಂದೂ ಪ್ರವಾಸಿಗರನ್ನು ಗುರುತಿಸಿ ಗುಂಡಿಟ್ಟು ಕೊಂದಿರುವುದು ಅಮಾನವೀಯ ಕೃತ್ಯ. ಇದಕ್ಕೆ ತಕ್ಕ ಉತ್ತರ ನೀಡಲಾಗುವುದು. ಆರ್ಟಿಕಲ್ 370 ರದ್ದಾದ ನಂತರ ಜಮ್ಮು ಕಾಶ್ಮೀರದಲ್ಲಿ ಶಾಂತಿ ನೆಲೆಸಿದ್ದು ಪ್ರವಾಸೋದ್ಯಮ ಬೆಳೆಯುತ್ತಿದೆ. ಇದನ್ನು ಸಹಿಸದ ಭಯೋತ್ಪಾದಕರು ಇಂತಹ ಕೃತ್ಯ ಎಸಗಿದ್ದಾರೆ ಎಂದರು. ಸಿದ್ದರಾಜ ಕಲಕೋಟಿ, ಗಿರೀಶ ತುಪ್ಪದ, ರಮೇಶ ಪಾಲನಕರ, ಚನ್ನಬಸಪ್ಪ ಹುಲ್ಲತ್ತಿ, ನಿರಂಜನ ಹೇರೂರು, ವಿರೂಪಾಕ್ಷ ಹೊಸಮನಿ, ಶಿವಕುಮಾರ ಸಂಗೂರು ಇತರರಿದ್ದರು. bbox=[1100, 557, 1295, 725]
pahalgam-quote bbox=[975, 1359, 1304, 1487]
registration-marks-right bbox=[911, 2359, 969, 2373]
registration-marks-left bbox=[144, 2359, 201, 2373]
bottom-story-2 bbox=[422, 1772, 780, 2347]
main-story bbox=[332, 505, 1081, 1196]
rajkumar-headline: ಮೇರು ವ್ಯಕ್ತಿತ್ವದ ನಟ ಡಾ.ರಾಜಕುಮಾರ್ bbox=[755, 147, 1036, 173]
paper-tagline: ರಾಷ್ಟ್ರ ಜಾಗೃತಿಯ ಧ್ವನಿ bbox=[1428, 109, 1496, 120]
main-kicker-2: ಜನಿವಾರ ತೆಗೆಸಿದ್ದಕ್ಕೆ ಖಂಡನೆ bbox=[725, 505, 930, 532]
registration-marks-center bbox=[540, 2359, 598, 2373]
pahalgam-story bbox=[774, 1209, 1503, 1490]
hatye-headline: ಹತ್ಯೆ ; ಬಿಜೆಪಿಯಿಂದ ಶ್ರದ್ಧಾಂಜಲಿ bbox=[1100, 511, 1395, 544]
hatye-body-2: ಅಮಾಯಕರ ಹತ್ಯೆಗೈದಿದ್ದಾರೆ. ನಮ್ಮ ದೇಶದಲ್ಲಿರುವ ಮುಸ್ಲಿಮರು ಸಹ ಈ ಘಟನೆಯನ್ನು ತೀವ್ರವಾಗಿ ಖಂಡಿಸಬೇಕಾಗಿದೆ. ಇದರ ನಿಜವಾದ ಕಾರಣ ಯಾರು ಎಂಬುದನ್ನು ಪತ್ತೆ ಹಚ್ಚಬೇಕು. ಕೇಂದ್ರ ಸರ್ಕಾರ ಈ ನಿಟ್ಟಿನಲ್ಲಿ ದಿಟ್ಟ ಕ್ರಮ ಕೈಗೊಳ್ಳಲಿದೆ ಎಂದರು. ಜಿಲ್ಲಾ ಪ್ರಧಾನ ಕಾರ್ಯದರ್ಶಿ ನಂಜುಂಡೇಶ ಕಳ್ಳೇರ, ಮಂಜುನಾಥ ಮಡಿವಾಳರ, ಲಲಿತಾ ಗುಂಡೇನಹಳ್ಳಿ, ಜಗದೀಶ ಬಸೇಗಣ್ಣಿ, ಚಂದ್ರಣ್ಣ ಶೆಟ್ಟರ, ಪರಮೇಶ ಚನ್ನಪ್ಪನವರ, ಪ್ರಭು ಹಿಟ್ನಳ್ಳಿ, ಗುರು ಕುಂಬಾರ, ರಾಜು ಮಾಗನೂರ, ಉಜ್ವಲ ಬೆಟಗೇರಿ ಇತರರಿದ್ದರು. bbox=[1304, 557, 1503, 652]
max-temp-label: ಗರಿಷ್ಠ bbox=[882, 56, 903, 70]
main-body-2: ಹಾಲೇಶ ಅಧ್ಯಕ್ಷ ರಮೇಶ ಪುರೋಹಿತ ಮಾತನಾಡಿ, ಹಿಂದೂ ಧರ್ಮ ಸನಾತನ ಧರ್ಮವಾಗಿದ್ದು ಈ ಧರ್ಮದ ಆಚರಣೆಗಳನ್ನು ಗೌರವಿಸಬೇಕು. ವಿದ್ಯಾರ್ಥಿಗಳ ಜನಿವಾರ ತೆಗೆಸಿ ಪರೀಕ್ಷೆಗೆ ಪ್ರವೇಶ ನೀಡಿರುವುದು ಅಕ್ಷಮ್ಯ ಅಪರಾಧ. ಕೂಡಲೇ ಸರ್ಕಾರ ಈ ಬಗ್ಗೆ ಸ್ಪಷ್ಟನೆ ನೀಡಬೇಕು ಎಂದರು. bbox=[332, 979, 569, 1026]
brief-headline-4: ವ್ಯಕ್ತಿ ಕಾಣೆ bbox=[45, 1650, 111, 1674]
